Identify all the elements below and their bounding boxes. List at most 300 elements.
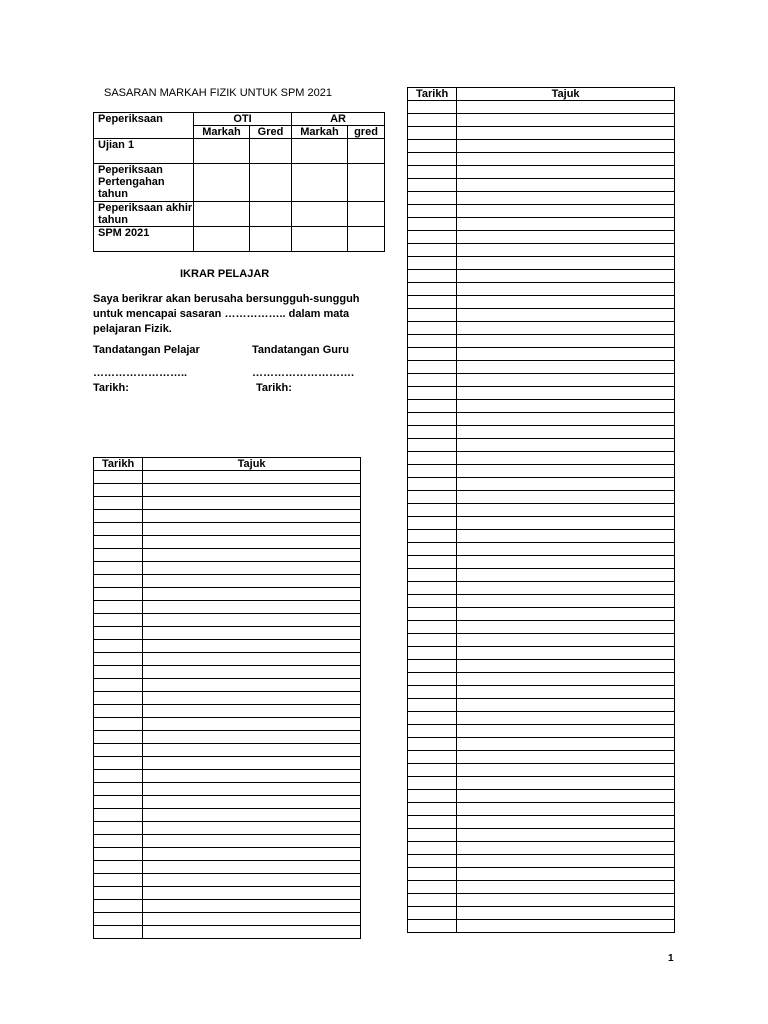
- topic-cell[interactable]: [457, 673, 675, 686]
- table-row: [94, 783, 361, 796]
- topic-cell[interactable]: [457, 842, 675, 855]
- col-topic-header: Tajuk: [143, 458, 361, 471]
- date-cell[interactable]: [408, 374, 457, 387]
- date-cell[interactable]: [408, 166, 457, 179]
- table-row: [94, 926, 361, 939]
- markah-ar-cell[interactable]: [292, 202, 348, 227]
- date-cell[interactable]: [408, 283, 457, 296]
- topic-cell[interactable]: [143, 731, 361, 744]
- table-row: [94, 705, 361, 718]
- topic-cell[interactable]: [143, 822, 361, 835]
- topic-cell[interactable]: [143, 627, 361, 640]
- date-cell[interactable]: [408, 894, 457, 907]
- table-row: [408, 491, 675, 504]
- topic-cell[interactable]: [457, 686, 675, 699]
- topic-cell[interactable]: [457, 361, 675, 374]
- date-cell[interactable]: [408, 517, 457, 530]
- gred-oti-cell[interactable]: [250, 227, 292, 252]
- table-row: [94, 575, 361, 588]
- topic-cell[interactable]: [143, 796, 361, 809]
- topic-cell[interactable]: [143, 640, 361, 653]
- topic-cell[interactable]: [143, 653, 361, 666]
- gred-oti-cell[interactable]: [250, 202, 292, 227]
- table-row: [408, 426, 675, 439]
- topic-cell[interactable]: [143, 757, 361, 770]
- table-row: [94, 601, 361, 614]
- date-cell[interactable]: [408, 855, 457, 868]
- topic-cell[interactable]: [457, 218, 675, 231]
- student-signature-label: Tandatangan Pelajar: [93, 344, 200, 356]
- date-cell[interactable]: [94, 900, 143, 913]
- date-cell[interactable]: [408, 764, 457, 777]
- date-cell[interactable]: [408, 296, 457, 309]
- date-cell[interactable]: [94, 549, 143, 562]
- date-cell[interactable]: [408, 803, 457, 816]
- topic-cell[interactable]: [457, 153, 675, 166]
- topic-cell[interactable]: [143, 861, 361, 874]
- date-cell[interactable]: [408, 101, 457, 114]
- gred-oti-cell[interactable]: [250, 139, 292, 164]
- date-cell[interactable]: [408, 270, 457, 283]
- table-row: [408, 244, 675, 257]
- table-row: [408, 530, 675, 543]
- date-cell[interactable]: [408, 686, 457, 699]
- topic-cell[interactable]: [457, 803, 675, 816]
- table-row: [94, 227, 385, 252]
- topic-cell[interactable]: [457, 335, 675, 348]
- table-row: [94, 484, 361, 497]
- topic-cell[interactable]: [457, 309, 675, 322]
- date-cell[interactable]: [94, 913, 143, 926]
- topic-cell[interactable]: [143, 575, 361, 588]
- topic-cell[interactable]: [457, 114, 675, 127]
- date-cell[interactable]: [94, 627, 143, 640]
- teacher-signature-line: ……………………….: [252, 367, 355, 379]
- gred-ar-cell[interactable]: [348, 164, 385, 202]
- table-row: [408, 582, 675, 595]
- date-cell[interactable]: [94, 822, 143, 835]
- topic-cell[interactable]: [143, 523, 361, 536]
- topic-cell[interactable]: [457, 868, 675, 881]
- table-row: [408, 881, 675, 894]
- markah-ar-cell[interactable]: [292, 139, 348, 164]
- row-label: Ujian 1: [94, 139, 194, 164]
- date-cell[interactable]: [408, 556, 457, 569]
- pledge-heading: IKRAR PELAJAR: [180, 268, 270, 280]
- date-cell[interactable]: [408, 634, 457, 647]
- topic-cell[interactable]: [457, 439, 675, 452]
- date-cell[interactable]: [408, 192, 457, 205]
- date-cell[interactable]: [408, 465, 457, 478]
- topic-cell[interactable]: [457, 244, 675, 257]
- date-cell[interactable]: [408, 660, 457, 673]
- date-cell[interactable]: [94, 562, 143, 575]
- date-cell[interactable]: [408, 348, 457, 361]
- table-row: [408, 452, 675, 465]
- topic-cell[interactable]: [457, 296, 675, 309]
- target-marks-table: [93, 112, 385, 252]
- topic-log-table-right: [407, 87, 675, 933]
- table-row: [94, 770, 361, 783]
- table-row: [408, 569, 675, 582]
- topic-cell[interactable]: [457, 400, 675, 413]
- topic-cell[interactable]: [457, 166, 675, 179]
- table-row: [408, 894, 675, 907]
- table-row: [408, 101, 675, 114]
- table-row: [94, 627, 361, 640]
- gred-oti-cell[interactable]: [250, 164, 292, 202]
- table-row: [408, 517, 675, 530]
- topic-cell[interactable]: [457, 894, 675, 907]
- topic-cell[interactable]: [457, 452, 675, 465]
- table-row: [408, 504, 675, 517]
- topic-cell[interactable]: [457, 348, 675, 361]
- date-cell[interactable]: [408, 361, 457, 374]
- topic-cell[interactable]: [457, 101, 675, 114]
- date-cell[interactable]: [408, 387, 457, 400]
- date-cell[interactable]: [94, 484, 143, 497]
- topic-cell[interactable]: [143, 835, 361, 848]
- date-cell[interactable]: [94, 679, 143, 692]
- table-row: [94, 614, 361, 627]
- date-cell[interactable]: [408, 712, 457, 725]
- topic-cell[interactable]: [143, 562, 361, 575]
- topic-cell[interactable]: [457, 205, 675, 218]
- date-cell[interactable]: [94, 926, 143, 939]
- topic-cell[interactable]: [143, 510, 361, 523]
- topic-cell[interactable]: [457, 907, 675, 920]
- topic-cell[interactable]: [457, 322, 675, 335]
- topic-cell[interactable]: [457, 829, 675, 842]
- date-cell[interactable]: [94, 770, 143, 783]
- topic-cell[interactable]: [457, 634, 675, 647]
- date-cell[interactable]: [408, 790, 457, 803]
- topic-cell[interactable]: [143, 614, 361, 627]
- markah-oti-cell[interactable]: [194, 202, 250, 227]
- topic-cell[interactable]: [457, 140, 675, 153]
- topic-cell[interactable]: [457, 920, 675, 933]
- topic-cell[interactable]: [143, 744, 361, 757]
- topic-cell[interactable]: [143, 484, 361, 497]
- table-row: [408, 855, 675, 868]
- date-cell[interactable]: [408, 569, 457, 582]
- table-row: [408, 348, 675, 361]
- date-cell[interactable]: [408, 127, 457, 140]
- date-cell[interactable]: [408, 140, 457, 153]
- table-row: [94, 822, 361, 835]
- date-cell[interactable]: [408, 621, 457, 634]
- table-row: [94, 874, 361, 887]
- date-cell[interactable]: [94, 861, 143, 874]
- date-cell[interactable]: [408, 842, 457, 855]
- date-cell[interactable]: [408, 816, 457, 829]
- col-date-header: Tarikh: [94, 458, 143, 471]
- page-title: SASARAN MARKAH FIZIK UNTUK SPM 2021: [104, 87, 332, 99]
- table-row: [408, 179, 675, 192]
- col-markah-ar: Markah: [292, 126, 348, 139]
- gred-ar-cell[interactable]: [348, 202, 385, 227]
- date-cell[interactable]: [94, 497, 143, 510]
- topic-cell[interactable]: [457, 569, 675, 582]
- date-cell[interactable]: [94, 601, 143, 614]
- teacher-date-label: Tarikh:: [256, 382, 292, 394]
- table-row: [408, 413, 675, 426]
- date-cell[interactable]: [408, 231, 457, 244]
- topic-cell[interactable]: [457, 738, 675, 751]
- topic-cell[interactable]: [457, 231, 675, 244]
- topic-cell[interactable]: [457, 608, 675, 621]
- topic-cell[interactable]: [457, 491, 675, 504]
- topic-cell[interactable]: [143, 601, 361, 614]
- topic-cell[interactable]: [457, 699, 675, 712]
- table-row: [408, 335, 675, 348]
- topic-cell[interactable]: [457, 543, 675, 556]
- date-cell[interactable]: [408, 907, 457, 920]
- topic-cell[interactable]: [457, 725, 675, 738]
- date-cell[interactable]: [94, 783, 143, 796]
- topic-cell[interactable]: [457, 127, 675, 140]
- topic-cell[interactable]: [457, 621, 675, 634]
- col-ar-header: AR: [292, 113, 385, 126]
- table-row: [408, 218, 675, 231]
- date-cell[interactable]: [94, 835, 143, 848]
- topic-cell[interactable]: [457, 426, 675, 439]
- date-cell[interactable]: [408, 478, 457, 491]
- table-row: [94, 731, 361, 744]
- table-row: [94, 510, 361, 523]
- col-oti-header: OTI: [194, 113, 292, 126]
- date-cell[interactable]: [408, 322, 457, 335]
- date-cell[interactable]: [408, 439, 457, 452]
- col-markah-oti: Markah: [194, 126, 250, 139]
- markah-oti-cell[interactable]: [194, 164, 250, 202]
- table-row: [408, 439, 675, 452]
- table-row: [408, 920, 675, 933]
- topic-cell[interactable]: [457, 517, 675, 530]
- date-cell[interactable]: [408, 530, 457, 543]
- topic-cell[interactable]: [457, 751, 675, 764]
- table-row: [408, 738, 675, 751]
- table-row: [408, 764, 675, 777]
- date-cell[interactable]: [94, 809, 143, 822]
- date-cell[interactable]: [408, 309, 457, 322]
- topic-cell[interactable]: [143, 783, 361, 796]
- topic-cell[interactable]: [143, 913, 361, 926]
- topic-cell[interactable]: [143, 588, 361, 601]
- table-row: [94, 202, 385, 227]
- table-row: [408, 751, 675, 764]
- topic-cell[interactable]: [457, 413, 675, 426]
- topic-cell[interactable]: [457, 881, 675, 894]
- date-cell[interactable]: [94, 471, 143, 484]
- topic-cell[interactable]: [143, 718, 361, 731]
- date-cell[interactable]: [408, 829, 457, 842]
- topic-cell[interactable]: [143, 926, 361, 939]
- topic-cell[interactable]: [457, 855, 675, 868]
- topic-cell[interactable]: [457, 179, 675, 192]
- topic-cell[interactable]: [143, 770, 361, 783]
- date-cell[interactable]: [94, 536, 143, 549]
- date-cell[interactable]: [408, 413, 457, 426]
- date-cell[interactable]: [408, 608, 457, 621]
- topic-cell[interactable]: [457, 270, 675, 283]
- topic-cell[interactable]: [143, 497, 361, 510]
- topic-cell[interactable]: [457, 387, 675, 400]
- table-row: [94, 549, 361, 562]
- date-cell[interactable]: [408, 504, 457, 517]
- date-cell[interactable]: [408, 218, 457, 231]
- date-cell[interactable]: [408, 205, 457, 218]
- topic-cell[interactable]: [457, 192, 675, 205]
- table-row: [408, 777, 675, 790]
- table-row: [408, 205, 675, 218]
- date-cell[interactable]: [94, 640, 143, 653]
- student-date-label: Tarikh:: [93, 382, 129, 394]
- date-cell[interactable]: [408, 426, 457, 439]
- date-cell[interactable]: [94, 796, 143, 809]
- date-cell[interactable]: [408, 257, 457, 270]
- date-cell[interactable]: [94, 848, 143, 861]
- date-cell[interactable]: [408, 543, 457, 556]
- date-cell[interactable]: [94, 614, 143, 627]
- topic-cell[interactable]: [457, 504, 675, 517]
- table-row: [408, 478, 675, 491]
- date-cell[interactable]: [94, 510, 143, 523]
- topic-cell[interactable]: [143, 705, 361, 718]
- topic-cell[interactable]: [143, 809, 361, 822]
- table-row: [94, 744, 361, 757]
- topic-cell[interactable]: [457, 478, 675, 491]
- table-row: [94, 887, 361, 900]
- row-label: Peperiksaan Pertengahan tahun: [94, 164, 194, 202]
- table-row: [408, 595, 675, 608]
- date-cell[interactable]: [408, 777, 457, 790]
- pledge-text: Saya berikrar akan berusaha bersungguh-sungguh untuk mencapai sasaran …………….. dalam mata pelajaran Fizik.: [93, 293, 360, 335]
- topic-cell[interactable]: [457, 283, 675, 296]
- table-row: [408, 712, 675, 725]
- topic-cell[interactable]: [143, 848, 361, 861]
- date-cell[interactable]: [408, 673, 457, 686]
- date-cell[interactable]: [408, 452, 457, 465]
- date-cell[interactable]: [408, 647, 457, 660]
- table-row: [94, 588, 361, 601]
- table-row: [94, 692, 361, 705]
- date-cell[interactable]: [94, 653, 143, 666]
- table-row: [94, 497, 361, 510]
- table-row: [408, 673, 675, 686]
- table-row: [94, 666, 361, 679]
- topic-cell[interactable]: [143, 549, 361, 562]
- topic-cell[interactable]: [143, 887, 361, 900]
- table-row: [408, 686, 675, 699]
- topic-cell[interactable]: [457, 582, 675, 595]
- date-cell[interactable]: [94, 575, 143, 588]
- topic-cell[interactable]: [143, 692, 361, 705]
- table-row: [408, 296, 675, 309]
- date-cell[interactable]: [94, 588, 143, 601]
- topic-cell[interactable]: [457, 660, 675, 673]
- date-cell[interactable]: [408, 725, 457, 738]
- topic-cell[interactable]: [457, 712, 675, 725]
- date-cell[interactable]: [408, 868, 457, 881]
- topic-cell[interactable]: [143, 536, 361, 549]
- topic-cell[interactable]: [457, 647, 675, 660]
- date-cell[interactable]: [94, 731, 143, 744]
- date-cell[interactable]: [408, 881, 457, 894]
- date-cell[interactable]: [408, 114, 457, 127]
- table-row: [408, 231, 675, 244]
- date-cell[interactable]: [94, 874, 143, 887]
- date-cell[interactable]: [94, 887, 143, 900]
- date-cell[interactable]: [408, 335, 457, 348]
- gred-ar-cell[interactable]: [348, 139, 385, 164]
- table-row: [408, 465, 675, 478]
- topic-cell[interactable]: [457, 374, 675, 387]
- date-cell[interactable]: [94, 666, 143, 679]
- date-cell[interactable]: [408, 920, 457, 933]
- table-row: [408, 283, 675, 296]
- table-row: [408, 699, 675, 712]
- date-cell[interactable]: [408, 153, 457, 166]
- date-cell[interactable]: [408, 595, 457, 608]
- topic-cell[interactable]: [457, 530, 675, 543]
- topic-cell[interactable]: [457, 465, 675, 478]
- table-row: [408, 660, 675, 673]
- topic-cell[interactable]: [457, 816, 675, 829]
- date-cell[interactable]: [408, 699, 457, 712]
- date-cell[interactable]: [94, 744, 143, 757]
- topic-cell[interactable]: [457, 257, 675, 270]
- topic-cell[interactable]: [457, 790, 675, 803]
- table-row: [408, 543, 675, 556]
- table-row: [94, 900, 361, 913]
- date-cell[interactable]: [408, 582, 457, 595]
- markah-ar-cell[interactable]: [292, 227, 348, 252]
- table-row: [408, 556, 675, 569]
- topic-cell[interactable]: [457, 556, 675, 569]
- date-cell[interactable]: [94, 692, 143, 705]
- date-cell[interactable]: [408, 179, 457, 192]
- date-cell[interactable]: [408, 244, 457, 257]
- topic-cell[interactable]: [457, 764, 675, 777]
- gred-ar-cell[interactable]: [348, 227, 385, 252]
- table-row: [408, 192, 675, 205]
- date-cell[interactable]: [408, 491, 457, 504]
- date-cell[interactable]: [94, 705, 143, 718]
- date-cell[interactable]: [94, 718, 143, 731]
- topic-cell[interactable]: [143, 679, 361, 692]
- table-row: [408, 868, 675, 881]
- markah-ar-cell[interactable]: [292, 164, 348, 202]
- date-cell[interactable]: [94, 757, 143, 770]
- topic-cell[interactable]: [143, 874, 361, 887]
- topic-cell[interactable]: [457, 595, 675, 608]
- date-cell[interactable]: [408, 738, 457, 751]
- table-row: [94, 796, 361, 809]
- topic-cell[interactable]: [143, 471, 361, 484]
- topic-cell[interactable]: [457, 777, 675, 790]
- table-row: [94, 809, 361, 822]
- topic-cell[interactable]: [143, 666, 361, 679]
- date-cell[interactable]: [408, 751, 457, 764]
- table-row: [408, 829, 675, 842]
- markah-oti-cell[interactable]: [194, 227, 250, 252]
- date-cell[interactable]: [408, 400, 457, 413]
- table-row: [408, 309, 675, 322]
- date-cell[interactable]: [94, 523, 143, 536]
- topic-cell[interactable]: [143, 900, 361, 913]
- markah-oti-cell[interactable]: [194, 139, 250, 164]
